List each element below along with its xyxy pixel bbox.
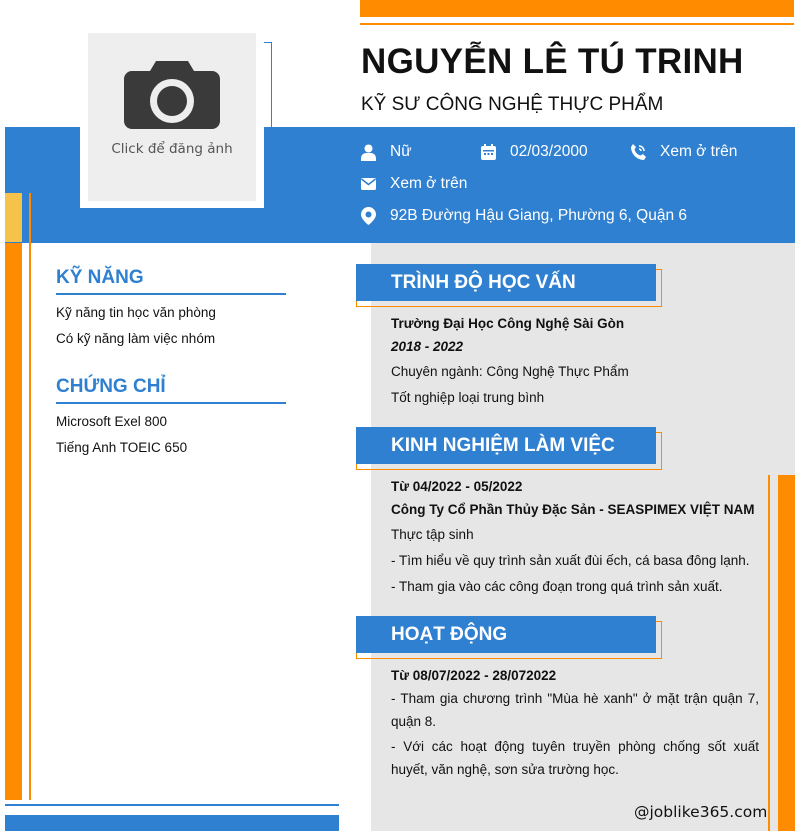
experience-heading: KINH NGHIỆM LÀM VIỆC [391, 435, 615, 456]
left-accent-bar [5, 243, 22, 800]
bottom-accent-bar [5, 815, 339, 831]
skills-heading: KỸ NĂNG [56, 267, 144, 288]
location-pin-icon [361, 207, 376, 225]
left-accent-line [29, 193, 31, 800]
info-gender [361, 143, 412, 161]
skill-item: Kỹ năng tin học văn phòng [56, 305, 216, 320]
education-major: Chuyên ngành: Công Nghệ Thực Phẩm [391, 364, 629, 379]
info-address [361, 207, 687, 225]
info-birthdate [481, 143, 588, 161]
camera-icon [122, 57, 222, 131]
phone-icon [630, 144, 646, 160]
activities-heading: HOẠT ĐỘNG [391, 624, 508, 645]
user-icon [361, 144, 376, 161]
certificates-divider [56, 402, 286, 404]
skill-item: Có kỹ năng làm việc nhóm [56, 331, 216, 346]
education-school: Trường Đại Học Công Nghệ Sài Gòn [391, 316, 625, 331]
activity-item: - Với các hoạt động tuyên truyền phòng chống sốt xuất huyết, văn nghệ, sơn sửa trường học. [391, 739, 759, 777]
email-text: Xem ở trên [390, 175, 468, 192]
education-heading: TRÌNH ĐỘ HỌC VẤN [391, 272, 576, 293]
top-accent-line [360, 23, 794, 25]
right-accent-bar [778, 475, 795, 831]
education-period: 2018 - 2022 [391, 339, 464, 354]
activities-period: Từ 08/07/2022 - 28/072022 [391, 668, 557, 683]
bottom-accent-line [5, 804, 339, 806]
calendar-icon [481, 144, 496, 160]
experience-company: Công Ty Cổ Phần Thủy Đặc Sản - SEASPIMEX VIỆT NAM [391, 502, 755, 517]
experience-role: Thực tập sinh [391, 527, 474, 542]
right-accent-line [768, 475, 770, 831]
candidate-name: NGUYỄN LÊ TÚ TRINH [361, 42, 744, 81]
skills-divider [56, 293, 286, 295]
address-text: 92B Đường Hậu Giang, Phường 6, Quận 6 [390, 207, 688, 224]
certificate-item: Microsoft Exel 800 [56, 414, 168, 429]
photo-upload[interactable] [88, 33, 256, 201]
certificate-item: Tiếng Anh TOEIC 650 [56, 440, 188, 455]
activity-item: - Tham gia chương trình "Mùa hè xanh" ở mặt trận quận 7, quận 8. [391, 691, 759, 729]
experience-duty: - Tham gia vào các công đoạn trong quá trình sản xuất. [391, 579, 723, 594]
gender-text: Nữ [390, 143, 412, 160]
top-accent-bar [360, 0, 794, 17]
phone-text: Xem ở trên [660, 143, 738, 160]
watermark-text: @joblike365.com [634, 803, 768, 821]
experience-period: Từ 04/2022 - 05/2022 [391, 479, 523, 494]
birthdate-text: 02/03/2000 [510, 143, 588, 160]
certificates-heading: CHỨNG CHỈ [56, 376, 166, 397]
left-accent-yellow [5, 193, 22, 242]
job-title: KỸ SƯ CÔNG NGHỆ THỰC PHẨM [361, 94, 664, 115]
envelope-icon [361, 178, 376, 190]
info-phone [630, 143, 737, 161]
education-result: Tốt nghiệp loại trung bình [391, 390, 545, 405]
experience-duty: - Tìm hiểu về quy trình sản xuất đùi ếch, cá basa đông lạnh. [391, 553, 750, 568]
photo-caption: Click để đăng ảnh [111, 141, 233, 157]
info-email [361, 175, 467, 193]
